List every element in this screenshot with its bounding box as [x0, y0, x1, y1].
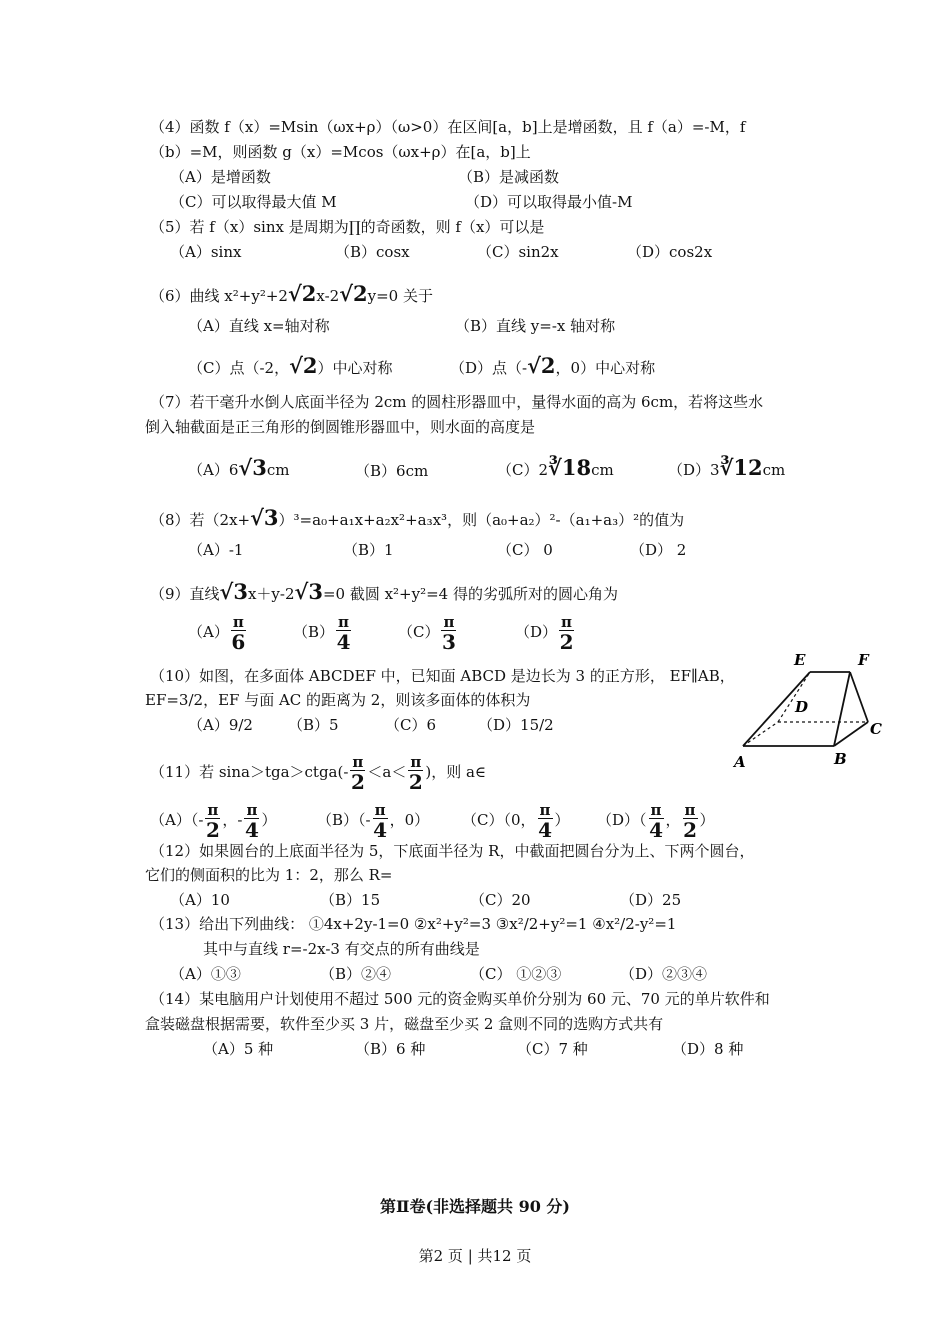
- q7-option-a-radical: √3: [238, 455, 267, 480]
- q5-option-c: （C）sin2x: [477, 243, 559, 261]
- q6-stem-suffix: y=0 关于: [367, 287, 433, 305]
- q13-option-b: （B）②④: [320, 965, 392, 983]
- q5-option-a: （A）sinx: [170, 243, 242, 261]
- denominator: 6: [231, 629, 246, 654]
- q11-option-b-post: ，0）: [389, 811, 430, 829]
- q7-option-c-unit: cm: [591, 461, 614, 479]
- label-C: C: [870, 720, 882, 738]
- pi-symbol: π: [539, 800, 551, 819]
- q7-option-c-pre: （C）2: [497, 461, 549, 479]
- q11-option-d-post: ）: [699, 811, 715, 829]
- q4-option-d: （D）可以取得最小值-M: [465, 193, 633, 211]
- denominator: 4: [538, 817, 552, 842]
- q6-option-c: [188, 353, 393, 378]
- pi-symbol: π: [352, 752, 364, 771]
- q7-option-c-radical: ∛18: [548, 455, 592, 480]
- q12-stem-line2: 它们的侧面积的比为 1：2，那么 R=: [145, 866, 393, 884]
- q7-option-d-radical: ∛12: [719, 455, 763, 480]
- q11-option-d-frac-2: [683, 800, 698, 842]
- q11-fraction-upper: [408, 752, 423, 794]
- q10-option-d: （D）15/2: [478, 716, 554, 734]
- q9-stem: [150, 579, 618, 604]
- pi-symbol: π: [374, 800, 386, 819]
- q6-option-d-sqrt: √2: [527, 353, 556, 378]
- q7-option-d-pre: （D）3: [668, 461, 720, 479]
- polyhedron-figure: [728, 650, 888, 775]
- q9-option-c-fraction: [441, 612, 456, 654]
- q6-option-d: [450, 353, 656, 378]
- q12-option-b: （B）15: [320, 891, 381, 909]
- q9-option-d-fraction: [559, 612, 574, 654]
- pi-symbol: π: [684, 800, 696, 819]
- q4-stem-line2: （b）=M，则函数 g（x）=Mcos（ωx+ρ）在[a，b]上: [150, 143, 531, 161]
- q4-option-a: （A）是增函数: [170, 168, 271, 186]
- q7-option-d-unit: cm: [762, 461, 786, 479]
- q11-stem-pre: （11）若 sina＞tga＞ctga(-: [150, 763, 349, 781]
- q11-option-a: [150, 800, 276, 840]
- q11-option-c-pre: （C）（0，: [462, 811, 536, 829]
- q9-option-a: [188, 612, 248, 652]
- denominator: 2: [559, 629, 574, 654]
- q6-option-c-sqrt: √2: [289, 353, 318, 378]
- q11-option-a-sep: ，-: [222, 811, 243, 829]
- pi-symbol: π: [561, 612, 573, 631]
- q6-option-d-pre: （D）点（-: [450, 359, 528, 377]
- q11-stem-mid: ＜a＜: [367, 763, 407, 781]
- q13-stem-line1: （13）给出下列曲线： ①4x+2y-1=0 ②x²+y²=3 ③x²/2+y²=1 ④x²/2-y²=1: [150, 915, 677, 933]
- q9-option-c: [398, 612, 458, 652]
- q11-option-b: [317, 800, 429, 840]
- denominator: 4: [373, 817, 388, 842]
- q9-stem-pre: （9）直线: [150, 585, 220, 603]
- q8-sqrt: √3: [250, 505, 279, 530]
- q11-fraction-lower: [350, 752, 365, 794]
- q6-sqrt-1: √2: [287, 281, 317, 306]
- q10-option-b: （B）5: [288, 716, 339, 734]
- q6-option-a: （A）直线 x=轴对称: [188, 317, 330, 335]
- q6-stem-mid: x-2: [316, 287, 340, 305]
- q12-option-d: （D）25: [620, 891, 682, 909]
- q8-stem-pre: （8）若（2x+: [150, 511, 251, 529]
- q10-option-c: （C）6: [385, 716, 437, 734]
- q11-option-d-pre: （D）（: [597, 811, 647, 829]
- q10-stem-line1: （10）如图，在多面体 ABCDEF 中，已知面 ABCD 是边长为 3 的正方形， EF∥AB，: [150, 667, 735, 685]
- q14-stem-line1: （14）某电脑用户计划使用不超过 500 元的资金购买单价分别为 60 元、70 元的单片软件和: [150, 990, 770, 1008]
- q6-stem: [150, 281, 433, 306]
- q11-stem: [150, 752, 486, 792]
- q11-option-a-frac-1: [205, 800, 220, 842]
- q6-stem-prefix: （6）曲线 x²+y²+2: [150, 287, 288, 305]
- q8-option-c: （C） 0: [497, 541, 553, 559]
- q9-option-d-label: （D）: [515, 623, 558, 641]
- pi-symbol: π: [246, 800, 258, 819]
- pi-symbol: π: [650, 800, 662, 819]
- q9-option-d: [515, 612, 576, 652]
- q5-option-d: （D）cos2x: [627, 243, 713, 261]
- q13-option-a: （A）①③: [170, 965, 241, 983]
- q9-sqrt-1: √3: [219, 579, 248, 604]
- section-title: 第Ⅱ卷(非选择题共 90 分): [379, 1197, 571, 1216]
- q8-option-b: （B）1: [343, 541, 394, 559]
- q13-option-d: （D）②③④: [620, 965, 708, 983]
- q14-stem-line2: 盒装磁盘根据需要，软件至少买 3 片，磁盘至少买 2 盒则不同的选购方式共有: [145, 1015, 664, 1033]
- denominator: 4: [649, 817, 663, 842]
- q14-option-d: （D）8 种: [672, 1040, 744, 1058]
- pi-symbol: π: [410, 752, 422, 771]
- pi-symbol: π: [338, 612, 350, 631]
- q10-option-a: （A）9/2: [188, 716, 253, 734]
- pi-symbol: π: [232, 612, 244, 631]
- q7-option-a-pre: （A）6: [188, 461, 239, 479]
- q7-option-b: （B）6cm: [355, 462, 429, 480]
- q9-option-b-label: （B）: [293, 623, 335, 641]
- q9-stem-mid: x＋y-2: [247, 585, 295, 603]
- q14-option-a: （A）5 种: [203, 1040, 274, 1058]
- label-A: A: [734, 753, 746, 771]
- denominator: 4: [336, 629, 351, 654]
- denominator: 2: [408, 769, 423, 794]
- q5-option-b: （B）cosx: [335, 243, 410, 261]
- q14-option-c: （C）7 种: [517, 1040, 588, 1058]
- q11-option-b-frac: [373, 800, 388, 842]
- edge-CF: [850, 672, 868, 722]
- q4-option-b: （B）是减函数: [458, 168, 560, 186]
- q12-option-a: （A）10: [170, 891, 230, 909]
- q12-stem-line1: （12）如果圆台的上底面半径为 5，下底面半径为 R，中截面把圆台分为上、下两个圆台，: [150, 842, 755, 860]
- q10-stem-line2: EF=3/2，EF 与面 AC 的距离为 2，则该多面体的体积为: [145, 691, 531, 709]
- q8-stem-post: ）³=a₀+a₁x+a₂x²+a₃x³，则（a₀+a₂）²-（a₁+a₃）²的值为: [278, 511, 685, 529]
- q11-option-d-frac-1: [649, 800, 664, 842]
- q8-option-d: （D） 2: [630, 541, 687, 559]
- q9-option-a-fraction: [231, 612, 246, 654]
- q8-option-a: （A）-1: [188, 541, 244, 559]
- q11-option-c: [462, 800, 570, 840]
- q11-option-b-pre: （B）（-: [317, 811, 371, 829]
- q7-stem-line1: （7）若干毫升水倒人底面半径为 2cm 的圆柱形器皿中，量得水面的高为 6cm，若将这些水: [150, 393, 764, 411]
- q14-option-b: （B）6 种: [355, 1040, 426, 1058]
- denominator: 3: [442, 629, 456, 654]
- q9-sqrt-2: √3: [294, 579, 323, 604]
- denominator: 2: [350, 769, 365, 794]
- q11-option-a-pre: （A）（-: [150, 811, 204, 829]
- q11-option-d-sep: ，: [665, 811, 681, 829]
- q11-option-a-frac-2: [244, 800, 259, 842]
- q13-stem-line2: 其中与直线 r=-2x-3 有交点的所有曲线是: [203, 940, 480, 958]
- q11-stem-post: )，则 a∈: [425, 763, 487, 781]
- q8-stem: [150, 505, 685, 530]
- q7-option-a-unit: cm: [266, 461, 290, 479]
- q6-option-c-pre: （C）点（-2，: [188, 359, 290, 377]
- q7-stem-line2: 倒入轴截面是正三角形的倒圆锥形器皿中，则水面的高度是: [145, 418, 536, 436]
- q9-option-b: [293, 612, 353, 652]
- q5-stem: （5）若 f（x）sinx 是周期为∏的奇函数，则 f（x）可以是: [150, 218, 545, 236]
- label-F: F: [858, 651, 869, 669]
- q11-option-c-frac: [538, 800, 553, 842]
- q11-option-c-post: ）: [554, 811, 570, 829]
- pi-symbol: π: [207, 800, 219, 819]
- q11-option-a-post: ）: [261, 811, 277, 829]
- q4-stem-line1: （4）函数 f（x）=Msin（ωx+ρ）（ω>0）在区间[a，b]上是增函数，且 f（a）=-M，f: [150, 118, 746, 136]
- q9-option-b-fraction: [336, 612, 351, 654]
- q6-option-b: （B）直线 y=-x 轴对称: [455, 317, 616, 335]
- label-E: E: [794, 651, 806, 669]
- label-D: D: [795, 698, 809, 716]
- label-B: B: [834, 750, 847, 768]
- q4-option-c: （C）可以取得最大值 M: [170, 193, 337, 211]
- edge-BF: [834, 672, 850, 746]
- q9-stem-post: =0 截圆 x²+y²=4 得的劣弧所对的圆心角为: [322, 585, 618, 603]
- q9-option-a-label: （A）: [188, 623, 229, 641]
- pi-symbol: π: [443, 612, 455, 631]
- denominator: 2: [205, 817, 220, 842]
- q7-option-c: [497, 455, 614, 480]
- q7-option-d: [668, 455, 786, 480]
- denominator: 2: [683, 817, 697, 842]
- q7-option-a: [188, 455, 290, 480]
- page-footer: 第2 页 | 共12 页: [418, 1247, 532, 1265]
- q6-sqrt-2: √2: [339, 281, 368, 306]
- q9-option-c-label: （C）: [398, 623, 440, 641]
- denominator: 4: [245, 817, 259, 842]
- q11-option-d: [597, 800, 715, 840]
- q6-option-c-post: ）中心对称: [317, 359, 393, 377]
- q6-option-d-post: ，0）中心对称: [555, 359, 656, 377]
- q13-option-c: （C） ①②③: [470, 965, 562, 983]
- q12-option-c: （C）20: [470, 891, 531, 909]
